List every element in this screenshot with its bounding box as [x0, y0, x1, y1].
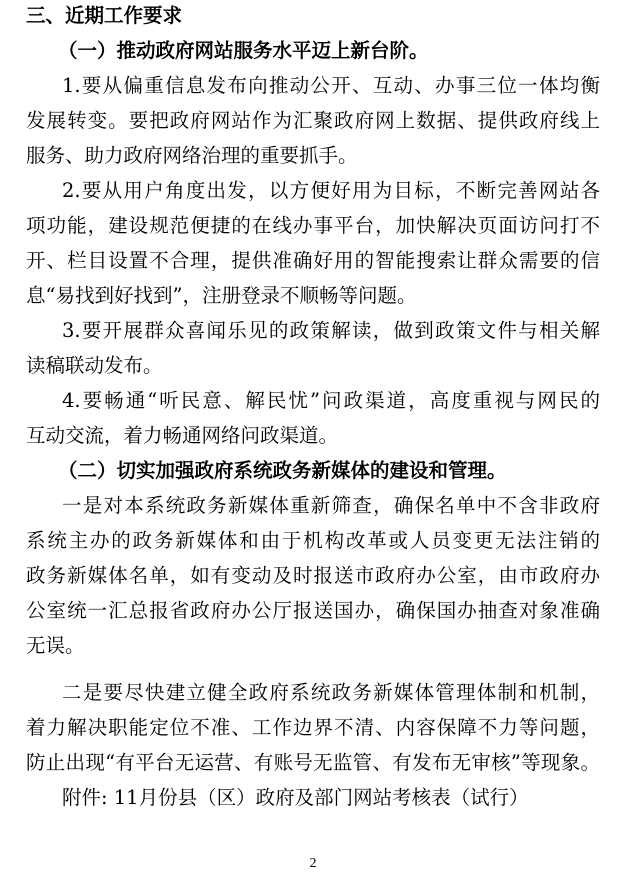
paragraph-line: 公室统一汇总报省政府办公厅报送国办，确保国办抽查对象准确 [26, 599, 600, 622]
paragraph-line: 项功能，建设规范便捷的在线办事平台，加快解决页面访问打不 [26, 214, 600, 237]
subsection-heading-2: （二）切实加强政府系统政务新媒体的建设和管理。 [58, 459, 507, 482]
paragraph-line: 一是对本系统政务新媒体重新筛查，确保名单中不含非政府 [62, 494, 600, 517]
attachment-line: 附件: 11月份县（区）政府及部门网站考核表（试行） [62, 786, 529, 809]
paragraph-line: 息“易找到好找到”，注册登录不顺畅等问题。 [26, 284, 417, 307]
paragraph-line: 无误。 [26, 634, 85, 657]
paragraph-line: 4.要畅通“听民意、解民忧”问政渠道，高度重视与网民的 [62, 389, 600, 412]
paragraph-line: 发展转变。要把政府网站作为汇聚政府网上数据、提供政府线上 [26, 109, 600, 132]
paragraph-line: 互动交流，着力畅通网络问政渠道。 [26, 424, 339, 447]
paragraph-line: 着力解决职能定位不准、工作边界不清、内容保障不力等问题， [26, 716, 600, 739]
paragraph-line: 二是要尽快建立健全政府系统政务新媒体管理体制和机制， [62, 681, 600, 704]
paragraph-line: 3.要开展群众喜闻乐见的政策解读，做到政策文件与相关解 [62, 319, 600, 342]
section-heading: 三、近期工作要求 [26, 4, 183, 27]
paragraph-line: 服务、助力政府网络治理的重要抓手。 [26, 144, 358, 167]
paragraph-line: 2.要从用户角度出发，以方便好用为目标，不断完善网站各 [62, 179, 600, 202]
paragraph-line: 1.要从偏重信息发布向推动公开、互动、办事三位一体均衡 [62, 74, 600, 97]
subsection-heading-1: （一）推动政府网站服务水平迈上新台阶。 [58, 39, 429, 62]
paragraph-line: 系统主办的政务新媒体和由于机构改革或人员变更无法注销的 [26, 529, 600, 552]
paragraph-line: 开、栏目设置不合理，提供准确好用的智能搜索让群众需要的信 [26, 249, 600, 272]
paragraph-line: 读稿联动发布。 [26, 354, 163, 377]
paragraph-line: 防止出现“有平台无运营、有账号无监管、有发布无审核”等现象。 [26, 751, 600, 774]
page-number: 2 [309, 856, 317, 871]
paragraph-line: 政务新媒体名单，如有变动及时报送市政府办公室，由市政府办 [26, 564, 600, 587]
